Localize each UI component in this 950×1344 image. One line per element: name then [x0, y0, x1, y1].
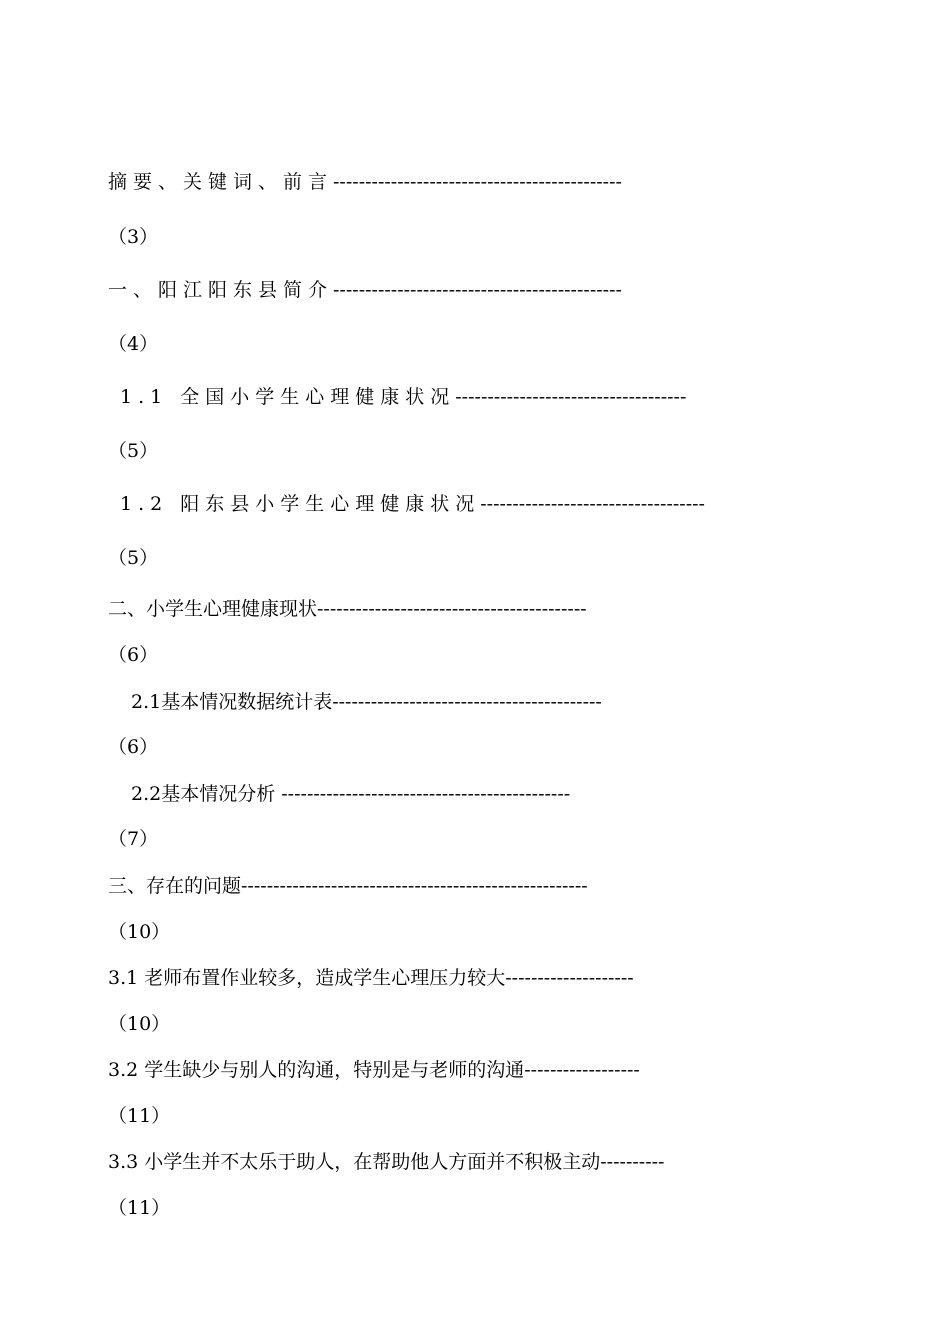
toc-entry-leader: --------------------------------------------- [281, 783, 571, 805]
toc-entry-page: （3） [108, 226, 159, 248]
toc-entry-title: 三、存在的问题 [108, 875, 242, 897]
toc-entry-title-line [131, 690, 602, 714]
toc-entry-title-line [108, 1058, 640, 1082]
toc-entry-title: 2.1基本情况数据统计表 [131, 691, 333, 713]
toc-entry-leader: ------------------------------------------ [317, 598, 587, 620]
toc-entry-leader: ------------------ [524, 1059, 640, 1081]
toc-entry-title-line [108, 597, 587, 621]
toc-entry-leader: ---------- [600, 1151, 665, 1173]
toc-entry-leader: --------------------------------------------- [333, 171, 622, 193]
toc-entry-title: 二、小学生心理健康现状 [108, 598, 318, 620]
toc-entry-leader: ------------------------------------------ [332, 691, 602, 713]
toc-entry-page: （4） [108, 333, 159, 355]
toc-entry-title: 3.1 老师布置作业较多，造成学生心理压力较大 [108, 967, 506, 989]
toc-entry-page: （10） [108, 921, 171, 943]
toc-entry-title-line [108, 874, 588, 898]
toc-entry-title-line [108, 966, 634, 990]
toc-entry-title: 1.2 阳东县小学生心理健康状况 [120, 493, 481, 515]
toc-entry-title-line [131, 782, 570, 806]
toc-entry-title: 3.2 学生缺少与别人的沟通，特别是与老师的沟通 [108, 1059, 525, 1081]
toc-entry-page: （5） [108, 547, 159, 569]
toc-entry-title: 摘要、关键词、前言 [108, 171, 334, 193]
toc-entry-leader: ----------------------------------- [480, 493, 705, 515]
toc-entry-title: 1.1 全国小学生心理健康状况 [120, 386, 456, 408]
toc-entry-title-line [120, 385, 686, 409]
toc-entry-leader: --------------------------------------------- [333, 279, 622, 301]
toc-entry-leader: ------------------------------------ [455, 386, 687, 408]
toc-entry-title-line [108, 1150, 664, 1174]
toc-entry-page: （11） [108, 1105, 171, 1127]
toc-entry-page: （10） [108, 1013, 171, 1035]
toc-entry-leader: ------------------------------------------------------ [241, 875, 588, 897]
toc-entry-title: 2.2基本情况分析 [131, 783, 282, 805]
toc-entry-title: 一、阳江阳东县简介 [108, 279, 334, 301]
toc-entry-leader: -------------------- [505, 967, 634, 989]
toc-entry-page: （6） [108, 736, 159, 758]
toc-entry-page: （5） [108, 440, 159, 462]
toc-entry-page: （11） [108, 1197, 171, 1219]
toc-entry-page: （6） [108, 644, 159, 666]
toc-entry-title-line [120, 492, 705, 516]
toc-entry-title-line [108, 278, 622, 302]
toc-entry-page: （7） [108, 828, 159, 850]
toc-entry-title: 3.3 小学生并不太乐于助人，在帮助他人方面并不积极主动 [108, 1151, 601, 1173]
toc-entry-title-line [108, 170, 622, 194]
